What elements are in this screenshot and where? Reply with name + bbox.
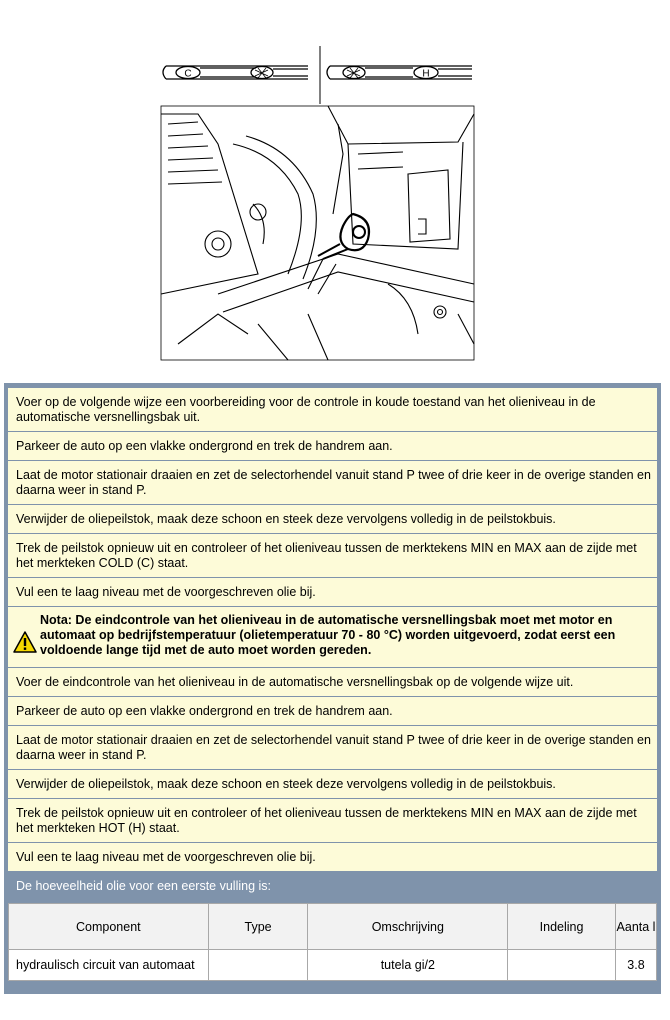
- cell-component: hydraulisch circuit van automaat: [9, 950, 209, 981]
- step-hot-park: Parkeer de auto op een vlakke ondergrond en trek de handrem aan.: [8, 697, 657, 726]
- table-row: [9, 950, 657, 981]
- step-hot-remove-dipstick: Verwijder de oliepeilstok, maak deze schoon en steek deze vervolgens volledig in de peilstokbuis.: [8, 770, 657, 799]
- dipstick-hot-side: [327, 66, 472, 80]
- instruction-panel: [4, 383, 661, 994]
- step-cold-intro: Voer op de volgende wijze een voorbereiding voor de controle in koude toestand van het olieniveau in de automatische versnellingsbak uit.: [8, 388, 657, 432]
- warning-triangle-icon: [13, 631, 37, 653]
- header-omschrijving: Omschrijving: [308, 904, 508, 950]
- step-cold-check-level: Trek de peilstok opnieuw uit en controleer of het olieniveau tussen de merktekens MIN en MAX aan de zijde met het merkteken COLD (C) staat.: [8, 534, 657, 578]
- step-cold-remove-dipstick: Verwijder de oliepeilstok, maak deze schoon en steek deze vervolgens volledig in de peilstokbuis.: [8, 505, 657, 534]
- header-indeling: Indeling: [508, 904, 616, 950]
- cell-type: [208, 950, 308, 981]
- header-aantal: Aanta l: [615, 904, 656, 950]
- header-component: Component: [9, 904, 209, 950]
- step-hot-intro: Voer de eindcontrole van het olieniveau in de automatische versnellingsbak op de volgende wijze uit.: [8, 668, 657, 697]
- header-type: Type: [208, 904, 308, 950]
- warning-text: Nota: De eindcontrole van het olieniveau in de automatische versnellingsbak moet met motor en automaat op bedrijfstemperatuur (olietemperatuur 70 - 80 °C) worden uitgevoerd, zodat eerst een voldoende lange tijd met de auto moet worden gereden.: [40, 613, 616, 657]
- step-cold-top-up: Vul een te laag niveau met de voorgeschreven olie bij.: [8, 578, 657, 607]
- dipstick-engine-illustration: [158, 44, 478, 362]
- engine-bay-drawing: [161, 106, 474, 360]
- cell-indeling: [508, 950, 616, 981]
- dipstick-mark-cold: C: [184, 68, 192, 80]
- quantity-table-header: [9, 904, 657, 950]
- step-hot-check-level: Trek de peilstok opnieuw uit en controleer of het olieniveau tussen de merktekens MIN en MAX aan de zijde met het merkteken HOT (H) staat.: [8, 799, 657, 843]
- step-cold-selector: Laat de motor stationair draaien en zet de selectorhendel vanuit stand P twee of drie keer in de overige standen en daarna weer in stand P.: [8, 461, 657, 505]
- dipstick-cold-side: [163, 66, 308, 80]
- cell-aantal: 3.8: [615, 950, 656, 981]
- step-cold-park: Parkeer de auto op een vlakke ondergrond en trek de handrem aan.: [8, 432, 657, 461]
- quantity-table: [8, 903, 657, 981]
- step-hot-selector: Laat de motor stationair draaien en zet de selectorhendel vanuit stand P twee of drie keer in de overige standen en daarna weer in stand P.: [8, 726, 657, 770]
- quantity-title: De hoeveelheid olie voor een eerste vulling is:: [16, 879, 272, 893]
- step-hot-top-up: Vul een te laag niveau met de voorgeschreven olie bij.: [8, 843, 657, 872]
- warning-note: [8, 607, 657, 668]
- cell-omschrijving: tutela gi/2: [308, 950, 508, 981]
- dipstick-mark-hot: H: [422, 68, 430, 80]
